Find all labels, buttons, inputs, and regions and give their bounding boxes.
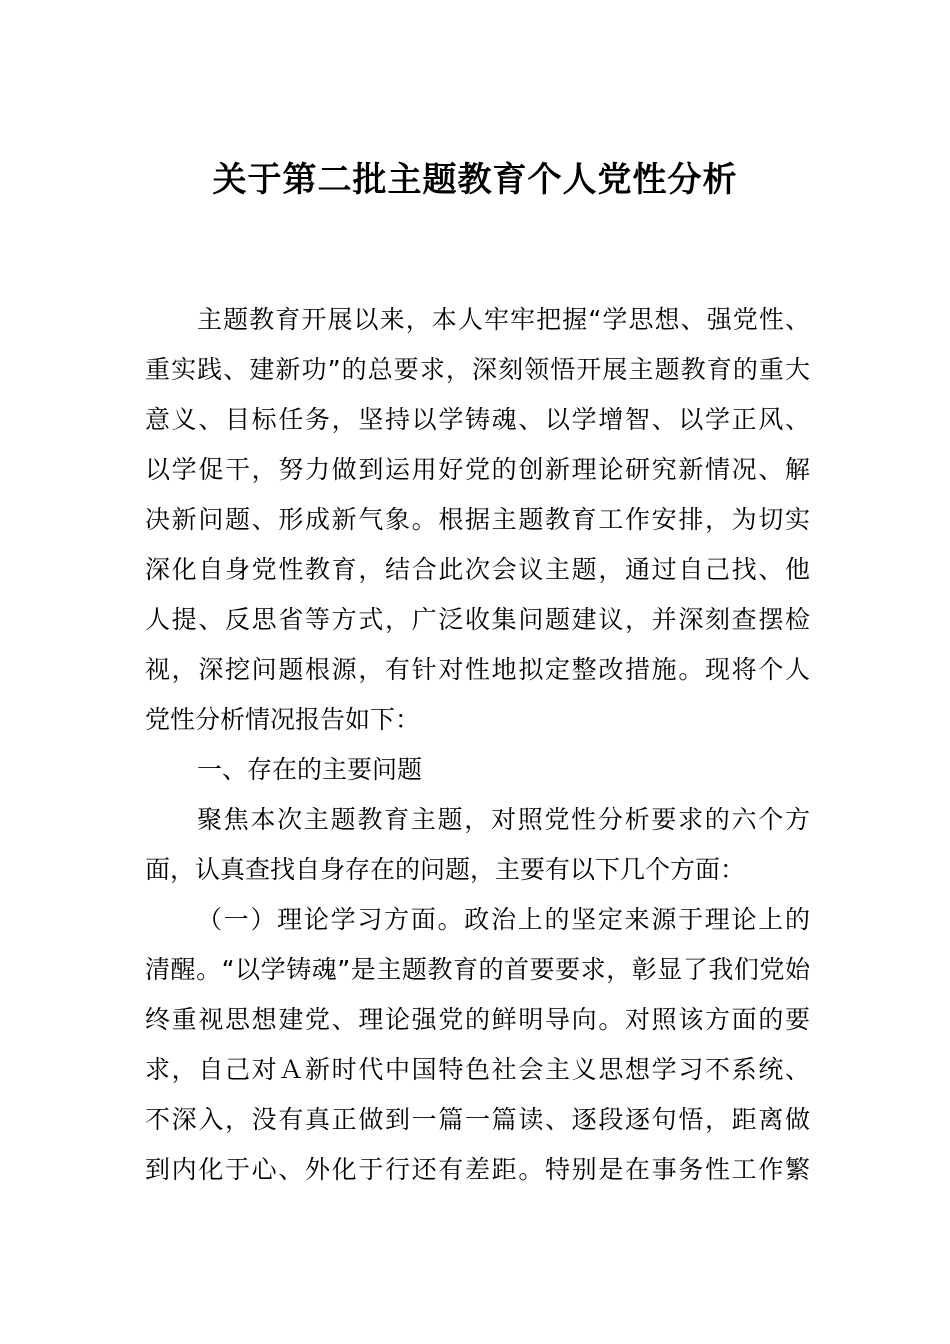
paragraph-line: 主题教育开展以来，本人牢牢把握“学思想、强党性、 [197,305,810,334]
paragraph-line: 不深入，没有真正做到一篇一篇读、逐段逐句悟，距离做 [145,1105,810,1134]
paragraph-line: 党性分析情况报告如下： [145,705,421,734]
paragraph-line: 意义、目标任务，坚持以学铸魂、以学增智、以学正风、 [145,405,810,434]
document-title: 关于第二批主题教育个人党性分析 [212,160,738,200]
paragraph-line: 终重视思想建党、理论强党的鲜明导向。对照该方面的要 [145,1005,810,1034]
section-heading: 一、存在的主要问题 [197,755,423,784]
paragraph-line: 决新问题、形成新气象。根据主题教育工作安排，为切实 [145,505,810,534]
document-body [145,295,810,1195]
paragraph-line: 到内化于心、外化于行还有差距。特别是在事务性工作繁 [145,1155,810,1184]
paragraph-line: 以学促干，努力做到运用好党的创新理论研究新情况、解 [145,455,810,484]
paragraph-line: （一）理论学习方面。政治上的坚定来源于理论上的 [197,905,810,934]
paragraph-line: 重实践、建新功”的总要求，深刻领悟开展主题教育的重大 [145,355,810,384]
paragraph-line: 人提、反思省等方式，广泛收集问题建议，并深刻查摆检 [145,605,810,634]
paragraph-line: 清醒。“以学铸魂”是主题教育的首要要求，彰显了我们党始 [145,955,810,984]
paragraph-line: 求，自己对Ａ新时代中国特色社会主义思想学习不系统、 [145,1055,810,1084]
paragraph-line: 深化自身党性教育，结合此次会议主题，通过自己找、他 [145,555,810,584]
paragraph-line: 面，认真查找自身存在的问题，主要有以下几个方面： [145,855,746,884]
paragraph-line: 聚焦本次主题教育主题，对照党性分析要求的六个方 [197,805,810,834]
paragraph-line: 视，深挖问题根源，有针对性地拟定整改措施。现将个人 [145,655,810,684]
